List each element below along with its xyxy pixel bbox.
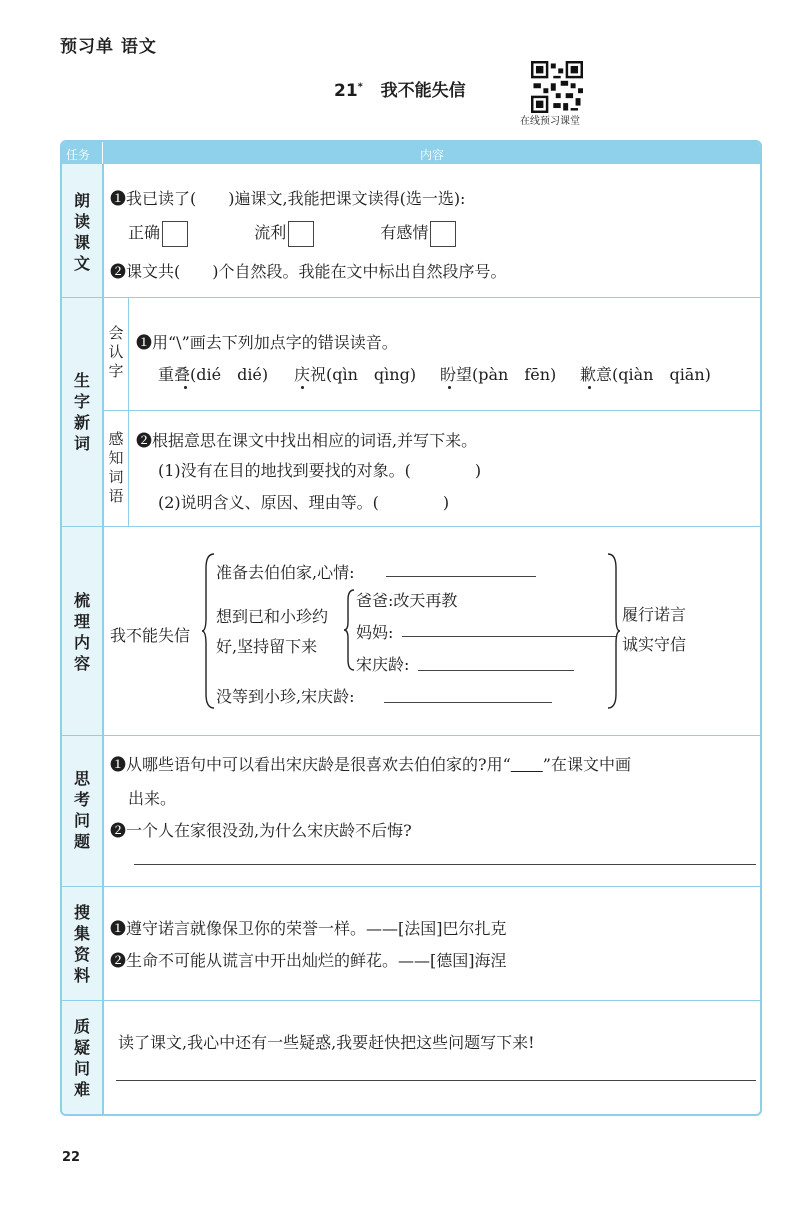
read-question-1: ❶我已读了( )遍课文,我能把课文读得(选一选): bbox=[110, 189, 466, 208]
task-column-header: 任务 bbox=[66, 148, 91, 162]
read-question-2: ❷课文共( )个自然段。我能在文中标出自然段序号。 bbox=[110, 262, 507, 281]
section-label-words: 生 字 新 词 bbox=[73, 371, 90, 453]
outline-branch-2a: 想到已和小珍约 bbox=[216, 607, 329, 626]
lesson-title bbox=[334, 76, 466, 101]
left-brace-icon bbox=[202, 552, 216, 710]
sublabel-perceive: 感 知 词 语 bbox=[108, 430, 124, 505]
pinyin-item-1: 重叠(dié dié) bbox=[158, 365, 269, 384]
section-label-read: 朗 读 课 文 bbox=[73, 191, 90, 273]
pinyin-item-4: 歉意(qiàn qiān) bbox=[580, 365, 711, 384]
words-question-2a: (1)没有在目的地找到要找的对象。( ) bbox=[158, 461, 482, 480]
outline-branch-1: 准备去伯伯家,心情: bbox=[216, 563, 355, 582]
section-label-question: 质 疑 问 难 bbox=[73, 1017, 90, 1099]
lesson-name: 我不能失信 bbox=[380, 81, 466, 101]
words-question-2: ❷根据意思在课文中找出相应的词语,并写下来。 bbox=[136, 431, 478, 450]
right-brace-icon bbox=[608, 552, 620, 710]
sublabel-recognize: 会 认 字 bbox=[108, 324, 124, 380]
page-header: 预习单 语文 bbox=[60, 37, 157, 57]
page-number: 22 bbox=[62, 1150, 81, 1165]
outline-branch-2b: 好,坚持留下来 bbox=[216, 637, 318, 656]
outline-branch-3: 没等到小珍,宋庆龄: bbox=[216, 687, 355, 706]
inner-brace-icon bbox=[344, 588, 356, 672]
section-label-collect: 搜 集 资 料 bbox=[73, 903, 90, 985]
words-question-1: ❶用“\”画去下列加点字的错误读音。 bbox=[136, 333, 398, 352]
checkbox-fluent[interactable] bbox=[288, 221, 314, 247]
table-header bbox=[62, 142, 760, 164]
question-answer-line[interactable] bbox=[116, 1080, 756, 1081]
outline-root: 我不能失信 bbox=[110, 626, 191, 645]
qr-caption: 在线预习课堂 bbox=[520, 116, 580, 127]
lesson-number: 21 bbox=[334, 81, 358, 101]
read-options: 正确 流利 有感情 bbox=[128, 220, 456, 247]
section-label-think: 思 考 问 题 bbox=[73, 769, 90, 851]
outline-result-2: 诚实守信 bbox=[622, 635, 687, 654]
checkbox-expressive[interactable] bbox=[430, 221, 456, 247]
quote-1: ❶遵守诺言就像保卫你的荣誉一样。——[法国]巴尔扎克 bbox=[110, 919, 507, 938]
worksheet-table bbox=[60, 140, 762, 1116]
checkbox-correct[interactable] bbox=[162, 221, 188, 247]
words-question-2b: (2)说明含义、原因、理由等。( ) bbox=[158, 493, 450, 512]
question-prompt: 读了课文,我心中还有一些疑惑,我要赶快把这些问题写下来! bbox=[118, 1033, 535, 1052]
outline-child-1: 爸爸:改天再教 bbox=[356, 591, 458, 610]
pinyin-item-3: 盼望(pàn fēn) bbox=[440, 365, 557, 384]
think-question-1-cont: 出来。 bbox=[128, 789, 177, 808]
pinyin-item-2: 庆祝(qìn qìng) bbox=[294, 365, 417, 384]
outline-child-3: 宋庆龄: bbox=[356, 655, 410, 674]
quote-2: ❷生命不可能从谎言中开出灿烂的鲜花。——[德国]海涅 bbox=[110, 951, 507, 970]
think-question-1: ❶从哪些语句中可以看出宋庆龄是很喜欢去伯伯家的?用“ ”在课文中画 bbox=[110, 755, 631, 774]
think-question-2: ❷一个人在家很没劲,为什么宋庆龄不后悔? bbox=[110, 821, 412, 840]
content-column-header: 内容 bbox=[420, 148, 445, 162]
think-answer-line[interactable] bbox=[134, 864, 756, 865]
lesson-star: * bbox=[357, 81, 363, 93]
section-label-outline: 梳 理 内 容 bbox=[73, 591, 90, 673]
outline-result-1: 履行诺言 bbox=[622, 605, 687, 624]
outline-child-2: 妈妈: bbox=[356, 623, 394, 642]
qr-code-icon[interactable] bbox=[531, 61, 583, 113]
